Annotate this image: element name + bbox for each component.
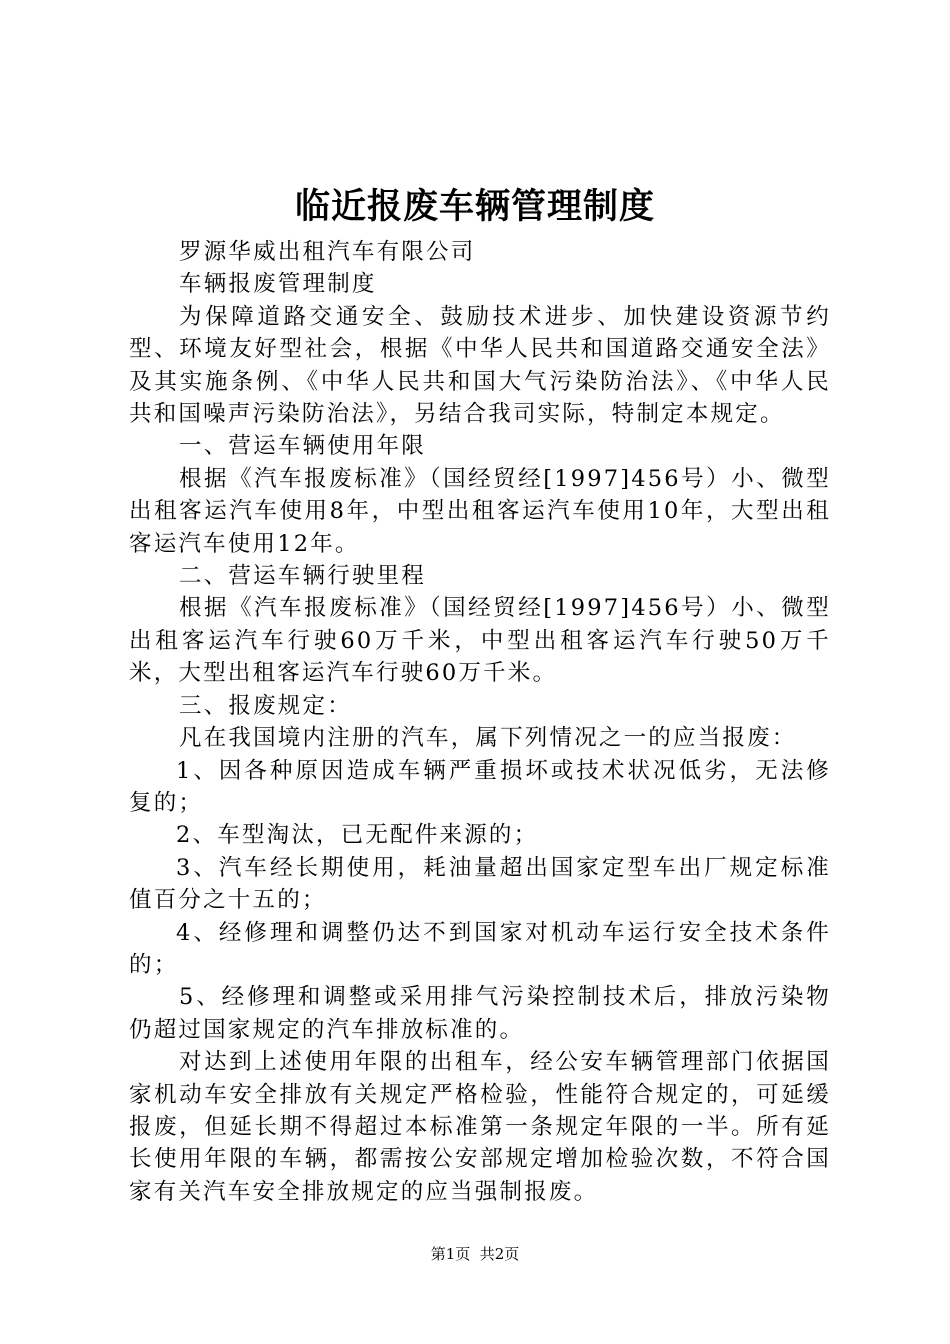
service-life-paragraph: 根据《汽车报废标准》（国经贸经[1997]456号）小、微型出租客运汽车使用8年，中型出租客运汽车使用10年，大型出租客运汽车使用12年。 — [129, 465, 831, 557]
section-heading-mileage: 二、营运车辆行驶里程 — [179, 563, 427, 590]
preamble-paragraph: 为保障道路交通安全、鼓励技术进步、加快建设资源节约型、环境友好型社会，根据《中华人民共和国道路交通安全法》及其实施条例、《中华人民共和国大气污染防治法》、《中华人民共和国噪声污染防治法》，另结合我司实际，特制定本规定。 — [129, 303, 831, 428]
page-footer — [0, 1244, 950, 1264]
list-item: 1、因各种原因造成车辆严重损坏或技术状况低劣，无法修复的； — [129, 757, 831, 816]
list-item: 3、汽车经长期使用，耗油量超出国家定型车出厂规定标准值百分之十五的； — [129, 854, 831, 914]
company-name: 罗源华威出租汽车有限公司 — [179, 239, 476, 265]
document-title: 临近报废车辆管理制度 — [294, 187, 655, 227]
list-item: 2、车型淘汰，已无配件来源的； — [176, 822, 539, 849]
section-heading-service-life: 一、营运车辆使用年限 — [179, 433, 427, 460]
page-number: 第1页 共2页 — [430, 1245, 520, 1263]
scrapping-intro-paragraph: 凡在我国境内注册的汽车，属下列情况之一的应当报废： — [179, 725, 797, 752]
list-item: 5、经修理和调整或采用排气污染控制技术后，排放污染物仍超过国家规定的汽车排放标准的。 — [129, 984, 831, 1043]
extension-paragraph: 对达到上述使用年限的出租车，经公安车辆管理部门依据国家机动车安全排放有关规定严格检验，性能符合规定的，可延缓报废，但延长期不得超过本标准第一条规定年限的一半。所有延长使用年限的车辆，都需按公安部规定增加检验次数，不符合国家有关汽车安全排放规定的应当强制报废。 — [129, 1049, 831, 1205]
list-item: 4、经修理和调整仍达不到国家对机动车运行安全技术条件的； — [129, 919, 831, 978]
regulation-name: 车辆报废管理制度 — [179, 271, 377, 298]
document-body — [129, 236, 831, 1208]
section-heading-scrapping-rules: 三、报废规定： — [179, 692, 352, 719]
mileage-paragraph: 根据《汽车报废标准》（国经贸经[1997]456号）小、微型出租客运汽车行驶60万千米，中型出租客运汽车行驶50万千米，大型出租客运汽车行驶60万千米。 — [129, 595, 831, 687]
